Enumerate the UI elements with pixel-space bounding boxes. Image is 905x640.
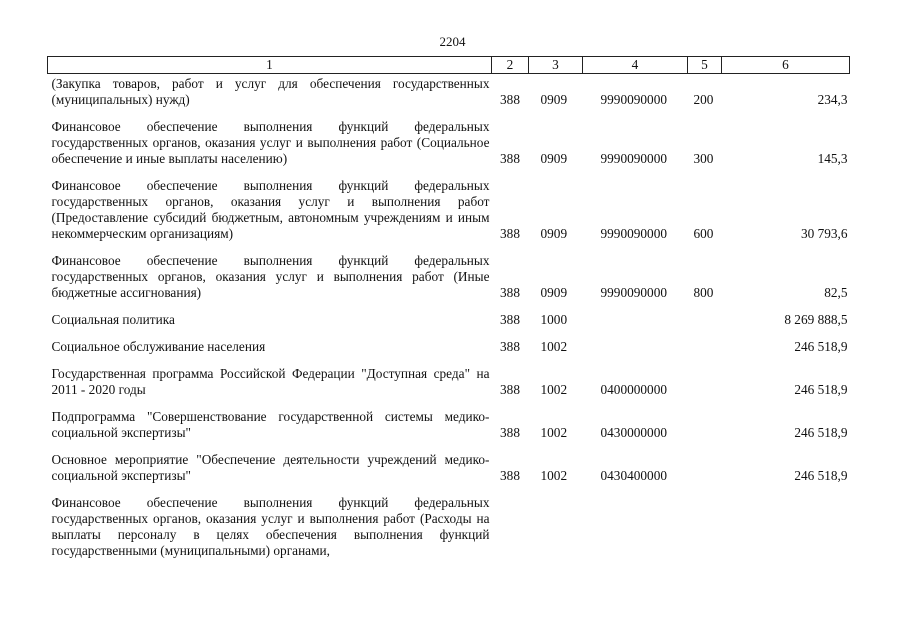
- page-number: 2204: [439, 34, 466, 49]
- row-amount: 8 269 888,5: [784, 312, 848, 327]
- column-header-2: 2: [492, 57, 529, 74]
- row-description: Социальное обслуживание населения: [51, 339, 266, 354]
- row-amount: 82,5: [824, 285, 848, 300]
- table-header: [48, 57, 850, 74]
- row-amount: 246 518,9: [794, 468, 848, 483]
- row-ministry-code: 388: [500, 468, 520, 483]
- row-amount: 246 518,9: [794, 425, 848, 440]
- row-description: Финансовое обеспечение выполнения функций федеральных государственных органов, оказания услуг и выполнения работ (Расходы на выплаты персоналу в целях обеспечения выполнения функций государственными (муниципальными) органами,: [51, 495, 490, 558]
- row-description: Финансовое обеспечение выполнения функций федеральных государственных органов, оказания услуг и выполнения работ (Иные бюджетные ассигнования): [51, 253, 490, 300]
- row-ministry-code: 388: [500, 151, 520, 166]
- row-section-code: 0909: [540, 226, 568, 241]
- row-section-code: 1002: [540, 339, 568, 354]
- row-ministry-code: 388: [500, 339, 520, 354]
- column-header-6: 6: [722, 57, 850, 74]
- row-expense-type: [688, 328, 722, 355]
- row-description: Социальная политика: [51, 312, 175, 327]
- row-ministry-code: 388: [500, 92, 520, 107]
- row-section-code: 0909: [540, 151, 568, 166]
- row-amount: 145,3: [817, 151, 848, 166]
- row-description: Финансовое обеспечение выполнения функций федеральных государственных органов, оказания услуг и выполнения работ (Предоставление субсидий бюджетным, автономным учреждениям и иным некоммерческим организациям): [51, 178, 490, 241]
- row-target-code: [583, 301, 688, 328]
- table-row: [48, 242, 850, 301]
- row-target-code: 9990090000: [600, 226, 667, 241]
- row-expense-type: [688, 301, 722, 328]
- table-row: [48, 74, 850, 109]
- row-expense-type: 300: [693, 151, 714, 166]
- row-section-code: [529, 484, 583, 559]
- row-description: Государственная программа Российской Федерации "Доступная среда" на 2011 - 2020 годы: [51, 366, 490, 397]
- row-expense-type: [688, 441, 722, 484]
- column-header-3: 3: [529, 57, 583, 74]
- row-expense-type: [688, 355, 722, 398]
- row-target-code: [583, 484, 688, 559]
- row-section-code: 1002: [540, 425, 568, 440]
- row-amount: 234,3: [817, 92, 848, 107]
- row-section-code: 1000: [540, 312, 568, 327]
- row-expense-type: [688, 484, 722, 559]
- row-description: Финансовое обеспечение выполнения функций федеральных государственных органов, оказания услуг и выполнения работ (Социальное обеспечение и иные выплаты населению): [51, 119, 490, 166]
- row-target-code: 0430400000: [600, 468, 667, 483]
- row-amount: 30 793,6: [800, 226, 848, 241]
- row-target-code: 0430000000: [600, 425, 667, 440]
- table-row: [48, 167, 850, 242]
- row-target-code: [583, 328, 688, 355]
- row-amount: 246 518,9: [794, 339, 848, 354]
- table-row: [48, 301, 850, 328]
- row-description: (Закупка товаров, работ и услуг для обеспечения государственных (муниципальных) нужд): [51, 76, 490, 107]
- table-row: [48, 108, 850, 167]
- table-row: [48, 484, 850, 559]
- row-amount: 246 518,9: [794, 382, 848, 397]
- row-target-code: 0400000000: [600, 382, 667, 397]
- row-ministry-code: 388: [500, 382, 520, 397]
- row-description: Основное мероприятие "Обеспечение деятельности учреждений медико-социальной экспертизы": [51, 452, 490, 483]
- row-target-code: 9990090000: [600, 151, 667, 166]
- row-ministry-code: 388: [500, 285, 520, 300]
- row-expense-type: [688, 398, 722, 441]
- row-section-code: 0909: [540, 285, 568, 300]
- row-expense-type: 200: [693, 92, 714, 107]
- table-row: [48, 355, 850, 398]
- row-ministry-code: 388: [500, 425, 520, 440]
- row-ministry-code: [492, 484, 529, 559]
- budget-table: [47, 56, 850, 559]
- table-row: [48, 398, 850, 441]
- row-ministry-code: 388: [500, 226, 520, 241]
- row-expense-type: 800: [693, 285, 714, 300]
- table-row: [48, 441, 850, 484]
- column-header-5: 5: [688, 57, 722, 74]
- row-amount: [722, 484, 850, 559]
- row-expense-type: 600: [693, 226, 714, 241]
- column-header-4: 4: [583, 57, 688, 74]
- row-target-code: 9990090000: [600, 92, 667, 107]
- table-row: [48, 328, 850, 355]
- row-ministry-code: 388: [500, 312, 520, 327]
- row-description: Подпрограмма "Совершенствование государственной системы медико-социальной экспертизы": [51, 409, 490, 440]
- row-section-code: 0909: [540, 92, 568, 107]
- row-target-code: 9990090000: [600, 285, 667, 300]
- row-section-code: 1002: [540, 468, 568, 483]
- column-header-1: 1: [48, 57, 492, 74]
- row-section-code: 1002: [540, 382, 568, 397]
